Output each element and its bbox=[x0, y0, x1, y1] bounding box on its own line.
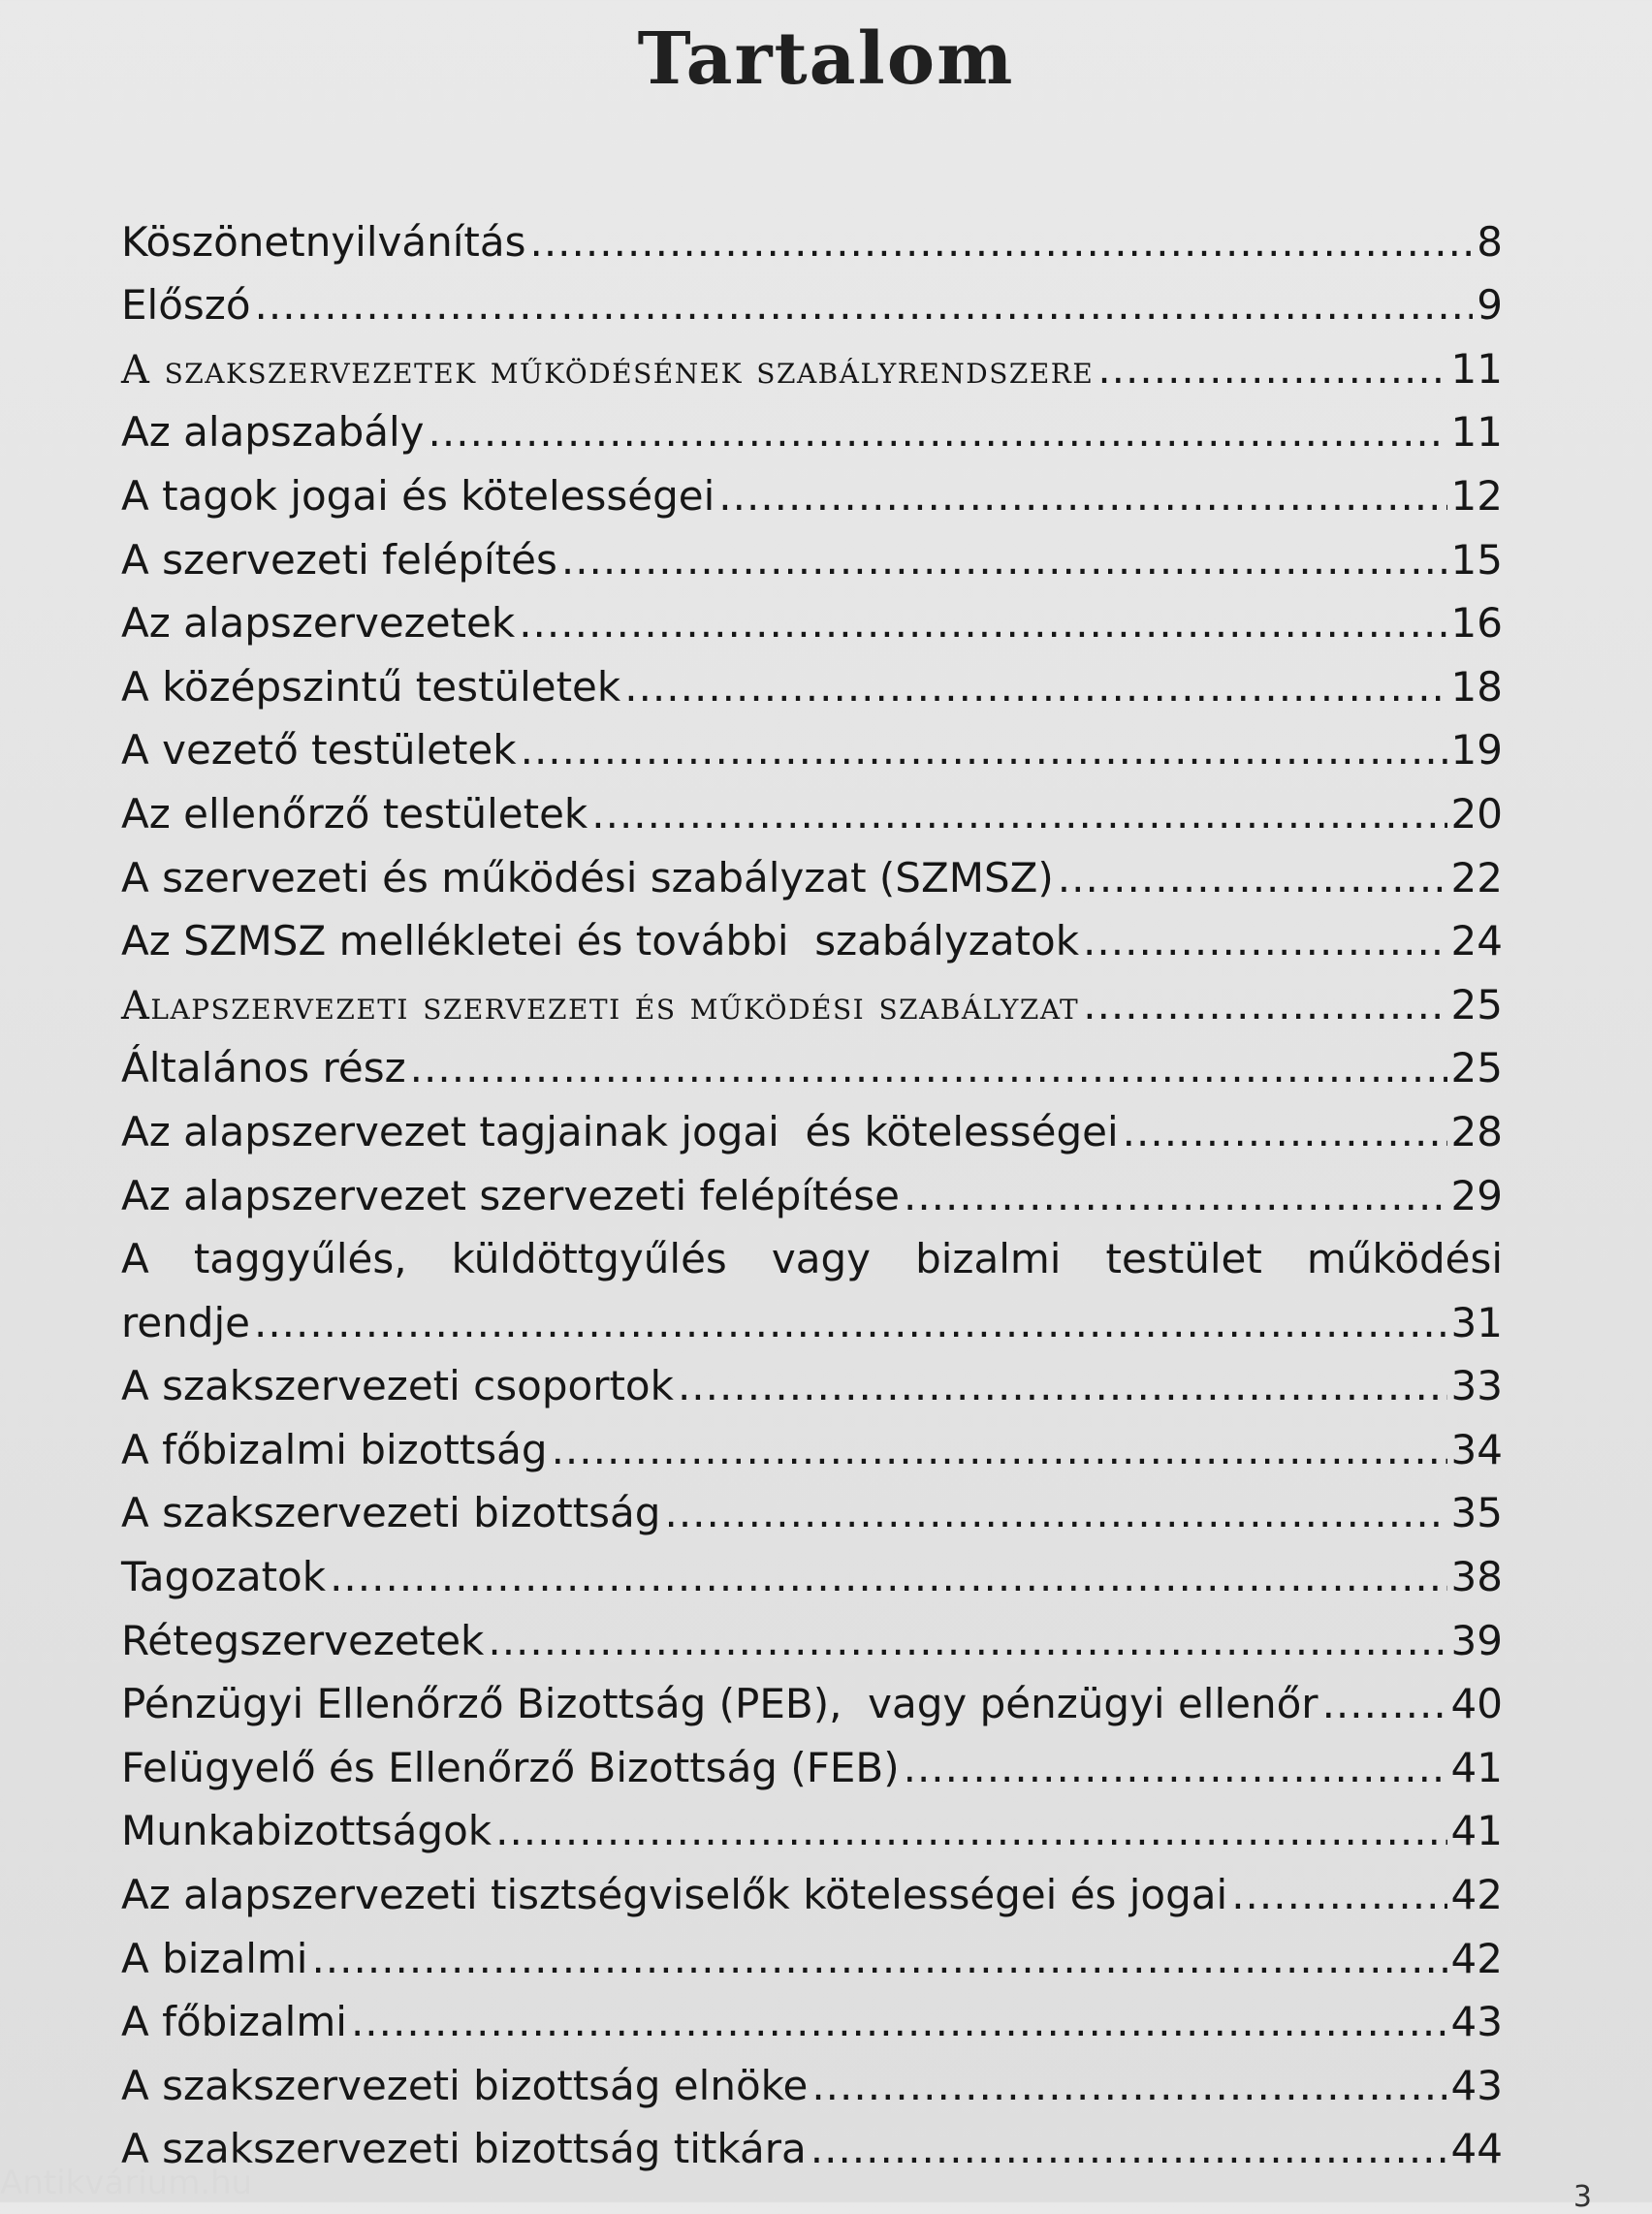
toc-entry-label: Felügyelő és Ellenőrző Bizottság (FEB) bbox=[121, 1743, 900, 1791]
dot-leader bbox=[521, 730, 1447, 771]
toc-entry-page: 11 bbox=[1450, 344, 1503, 393]
toc-entry-page: 22 bbox=[1450, 853, 1503, 901]
toc-entry-page: 43 bbox=[1450, 1998, 1503, 2046]
dot-leader bbox=[1083, 921, 1447, 962]
page-title: Tartalom bbox=[637, 17, 1015, 101]
toc-entry-label-line1: A taggyűlés, küldöttgyűlés vagy bizalmi testület működési bbox=[121, 1235, 1503, 1283]
toc-entry-page: 8 bbox=[1477, 217, 1503, 266]
toc-entry bbox=[121, 1979, 1503, 2046]
toc-entry bbox=[121, 644, 1503, 711]
toc-entry bbox=[121, 1597, 1503, 1664]
watermark: Antikvárium.hu bbox=[0, 2164, 253, 2202]
toc-entry bbox=[121, 263, 1503, 330]
toc-entry-label: Az alapszervezet tagjainak jogai és kötelességei bbox=[121, 1107, 1119, 1155]
toc-entry bbox=[121, 1344, 1503, 1410]
dot-leader bbox=[718, 476, 1446, 517]
toc-entry bbox=[121, 199, 1503, 266]
dot-leader bbox=[561, 540, 1447, 581]
dot-leader bbox=[519, 603, 1446, 644]
toc-section-heading bbox=[121, 962, 1503, 1026]
toc-entry bbox=[121, 1026, 1503, 1090]
dot-leader bbox=[552, 1430, 1447, 1471]
toc-entry-label: Előszó bbox=[121, 281, 251, 330]
dot-leader bbox=[1097, 349, 1446, 390]
toc-entry-page: 34 bbox=[1450, 1425, 1503, 1473]
toc-section-heading bbox=[121, 326, 1503, 393]
toc-entry bbox=[121, 1851, 1503, 1919]
dot-leader bbox=[664, 1493, 1446, 1534]
dot-leader bbox=[904, 1176, 1447, 1217]
toc-entry-page: 9 bbox=[1477, 281, 1503, 330]
dot-leader bbox=[495, 1811, 1446, 1851]
toc-entry-label: Munkabizottságok bbox=[121, 1807, 492, 1855]
toc-entry-page: 25 bbox=[1450, 980, 1503, 1028]
toc-entry-label: A szakszervezetek működésének szabályrendszere bbox=[121, 347, 1095, 393]
toc-entry-label: A szervezeti és működési szabályzat (SZMSZ) bbox=[121, 853, 1054, 901]
toc-entry-label: Az ellenőrző testületek bbox=[121, 789, 588, 838]
toc-entry-line1 bbox=[121, 1217, 1503, 1281]
toc-entry-label: Pénzügyi Ellenőrző Bizottság (PEB), vagy pénzügyi ellenőr bbox=[121, 1680, 1318, 1728]
toc-entry-page: 40 bbox=[1450, 1680, 1503, 1728]
toc-entry-label: Az alapszervezetek bbox=[121, 599, 516, 648]
toc-entry-label: A szakszervezeti bizottság bbox=[121, 1489, 661, 1537]
toc-entry bbox=[121, 708, 1503, 775]
dot-leader bbox=[351, 2002, 1447, 2042]
dot-leader bbox=[488, 1621, 1446, 1661]
toc-entry-label: A szakszervezeti bizottság titkára bbox=[121, 2125, 807, 2173]
dot-leader bbox=[678, 1366, 1447, 1407]
dot-leader bbox=[1123, 1112, 1447, 1153]
toc-entry-label: A tagok jogai és kötelességei bbox=[121, 471, 715, 520]
toc-entry-label: rendje bbox=[121, 1298, 250, 1346]
toc-entry-page: 31 bbox=[1450, 1298, 1503, 1346]
toc-entry-label: A vezető testületek bbox=[121, 726, 517, 775]
toc-entry-page: 39 bbox=[1450, 1616, 1503, 1664]
dot-leader bbox=[429, 412, 1447, 453]
toc-entry-label: Az alapszervezet szervezeti felépítése bbox=[121, 1171, 900, 1219]
toc-entry bbox=[121, 581, 1503, 648]
table-of-contents bbox=[121, 199, 1503, 2173]
toc-entry-label: A főbizalmi bbox=[121, 1998, 347, 2046]
toc-entry-page: 18 bbox=[1450, 662, 1503, 711]
toc-entry-page: 43 bbox=[1450, 2061, 1503, 2109]
toc-entry bbox=[121, 835, 1503, 899]
toc-entry bbox=[121, 1915, 1503, 1982]
toc-entry bbox=[121, 1661, 1503, 1728]
toc-entry-page: 41 bbox=[1450, 1743, 1503, 1791]
toc-entry-label: A főbizalmi bizottság bbox=[121, 1425, 548, 1473]
toc-entry-label: A szervezeti felépítés bbox=[121, 535, 557, 584]
toc-entry-label: A középszintű testületek bbox=[121, 662, 621, 711]
toc-entry bbox=[121, 390, 1503, 457]
toc-entry-label: Az alapszabály bbox=[121, 408, 425, 457]
dot-leader bbox=[529, 222, 1473, 263]
dot-leader bbox=[811, 2066, 1446, 2106]
toc-entry bbox=[121, 1471, 1503, 1537]
toc-entry bbox=[121, 771, 1503, 838]
dot-leader bbox=[311, 1939, 1446, 1979]
toc-entry bbox=[121, 1724, 1503, 1791]
dot-leader bbox=[255, 285, 1474, 326]
toc-entry-page: 25 bbox=[1450, 1044, 1503, 1092]
toc-entry-page: 42 bbox=[1450, 1934, 1503, 1982]
dot-leader bbox=[624, 667, 1446, 708]
toc-entry-page: 33 bbox=[1450, 1362, 1503, 1410]
dot-leader bbox=[591, 794, 1446, 835]
toc-entry bbox=[121, 1788, 1503, 1855]
dot-leader bbox=[1058, 858, 1447, 899]
toc-entry-label: Az alapszervezeti tisztségviselők kötelességei és jogai bbox=[121, 1871, 1228, 1919]
toc-entry-page: 16 bbox=[1450, 599, 1503, 648]
toc-entry-page: 19 bbox=[1450, 726, 1503, 775]
toc-entry bbox=[121, 517, 1503, 584]
dot-leader bbox=[810, 2129, 1447, 2169]
toc-entry-page: 20 bbox=[1450, 789, 1503, 838]
toc-entry bbox=[121, 2042, 1503, 2109]
toc-entry bbox=[121, 1534, 1503, 1601]
toc-entry-page: 28 bbox=[1450, 1107, 1503, 1155]
dot-leader bbox=[1231, 1875, 1446, 1915]
toc-entry bbox=[121, 2106, 1503, 2173]
toc-entry-page: 11 bbox=[1450, 408, 1503, 457]
toc-entry bbox=[121, 1407, 1503, 1471]
toc-entry-page: 41 bbox=[1450, 1807, 1503, 1855]
toc-entry-page: 35 bbox=[1450, 1489, 1503, 1537]
toc-entry-page: 44 bbox=[1450, 2125, 1503, 2173]
toc-entry bbox=[121, 899, 1503, 963]
toc-entry-label: Köszönetnyilvánítás bbox=[121, 217, 526, 266]
toc-entry-page: 38 bbox=[1450, 1553, 1503, 1601]
toc-entry-page: 24 bbox=[1450, 917, 1503, 965]
toc-entry bbox=[121, 1280, 1503, 1344]
dot-leader bbox=[1083, 985, 1446, 1026]
toc-entry-label: Tagozatok bbox=[121, 1553, 327, 1601]
toc-entry-label: Rétegszervezetek bbox=[121, 1616, 485, 1664]
dot-leader bbox=[1322, 1684, 1447, 1724]
toc-entry-label: A szakszervezeti bizottság elnöke bbox=[121, 2061, 809, 2109]
toc-entry-label: A bizalmi bbox=[121, 1934, 308, 1982]
page-number: 3 bbox=[1573, 2180, 1592, 2214]
dot-leader bbox=[410, 1048, 1447, 1089]
dot-leader bbox=[904, 1748, 1447, 1788]
toc-entry-page: 29 bbox=[1450, 1171, 1503, 1219]
toc-entry-label: Általános rész bbox=[121, 1044, 406, 1092]
toc-entry-label: Az SZMSZ mellékletei és további szabályzatok bbox=[121, 917, 1080, 965]
toc-entry-label: A szakszervezeti csoportok bbox=[121, 1362, 674, 1410]
toc-entry bbox=[121, 453, 1503, 520]
dot-leader bbox=[254, 1303, 1447, 1344]
dot-leader bbox=[330, 1557, 1446, 1597]
toc-entry bbox=[121, 1089, 1503, 1153]
toc-entry bbox=[121, 1153, 1503, 1217]
toc-entry-page: 42 bbox=[1450, 1871, 1503, 1919]
toc-entry-label: Alapszervezeti szervezeti és működési szabályzat bbox=[121, 983, 1080, 1028]
toc-entry-page: 12 bbox=[1450, 471, 1503, 520]
toc-entry-page: 15 bbox=[1450, 535, 1503, 584]
